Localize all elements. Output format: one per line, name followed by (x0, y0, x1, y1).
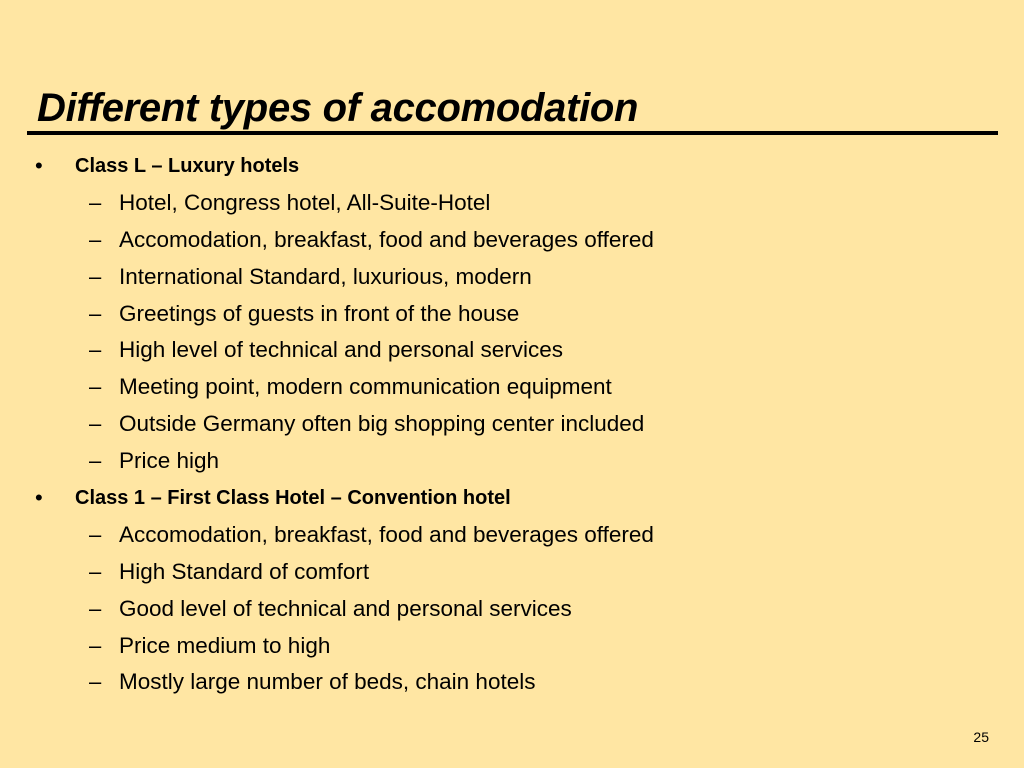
list-item-text: Accomodation, breakfast, food and beverages offered (119, 521, 654, 547)
slide-title: Different types of accomodation (37, 86, 639, 130)
dash-icon: – (89, 448, 102, 474)
dash-icon: – (89, 595, 102, 621)
list-item-text: Price medium to high (119, 632, 331, 658)
list-item-text: High Standard of comfort (119, 558, 370, 584)
dash-icon: – (89, 263, 102, 289)
dash-icon: – (89, 300, 102, 326)
dash-icon: – (89, 374, 102, 400)
list-item (0, 296, 1000, 333)
list-item (0, 185, 1000, 222)
slide-number: 25 (973, 729, 989, 745)
list-item (0, 259, 1000, 296)
title-underline (27, 131, 998, 135)
dash-icon: – (89, 521, 102, 547)
list-item-text: Accomodation, breakfast, food and beverages offered (119, 226, 654, 252)
list-item-text: Meeting point, modern communication equipment (119, 374, 612, 400)
list-item (0, 554, 1000, 591)
dash-icon: – (89, 411, 102, 437)
list-item (0, 591, 1000, 628)
dash-icon: – (89, 337, 102, 363)
list-item (0, 517, 1000, 554)
dash-icon: – (89, 189, 102, 215)
list-item (0, 332, 1000, 369)
list-item-text: Greetings of guests in front of the house (119, 300, 520, 326)
list-item-text: Price high (119, 448, 220, 474)
list-item (0, 222, 1000, 259)
section-heading-class-l (0, 148, 1000, 185)
list-item-text: High level of technical and personal services (119, 337, 563, 363)
list-item (0, 443, 1000, 480)
list-item (0, 664, 1000, 701)
list-item-text: International Standard, luxurious, modern (119, 263, 532, 289)
section-heading-class-1 (0, 480, 1000, 517)
slide-content-list (0, 148, 1000, 701)
section-heading-text: Class L – Luxury hotels (75, 155, 300, 177)
list-item (0, 628, 1000, 665)
bullet-icon: • (35, 153, 43, 178)
list-item (0, 369, 1000, 406)
list-item-text: Outside Germany often big shopping center included (119, 411, 645, 437)
dash-icon: – (89, 226, 102, 252)
section-heading-text: Class 1 – First Class Hotel – Convention hotel (75, 487, 511, 510)
list-item (0, 406, 1000, 443)
list-item-text: Good level of technical and personal services (119, 595, 572, 621)
dash-icon: – (89, 632, 102, 658)
bullet-icon: • (35, 485, 43, 511)
list-item-text: Hotel, Congress hotel, All-Suite-Hotel (119, 189, 491, 215)
list-item-text: Mostly large number of beds, chain hotels (119, 669, 536, 695)
dash-icon: – (89, 558, 102, 584)
dash-icon: – (89, 669, 102, 695)
